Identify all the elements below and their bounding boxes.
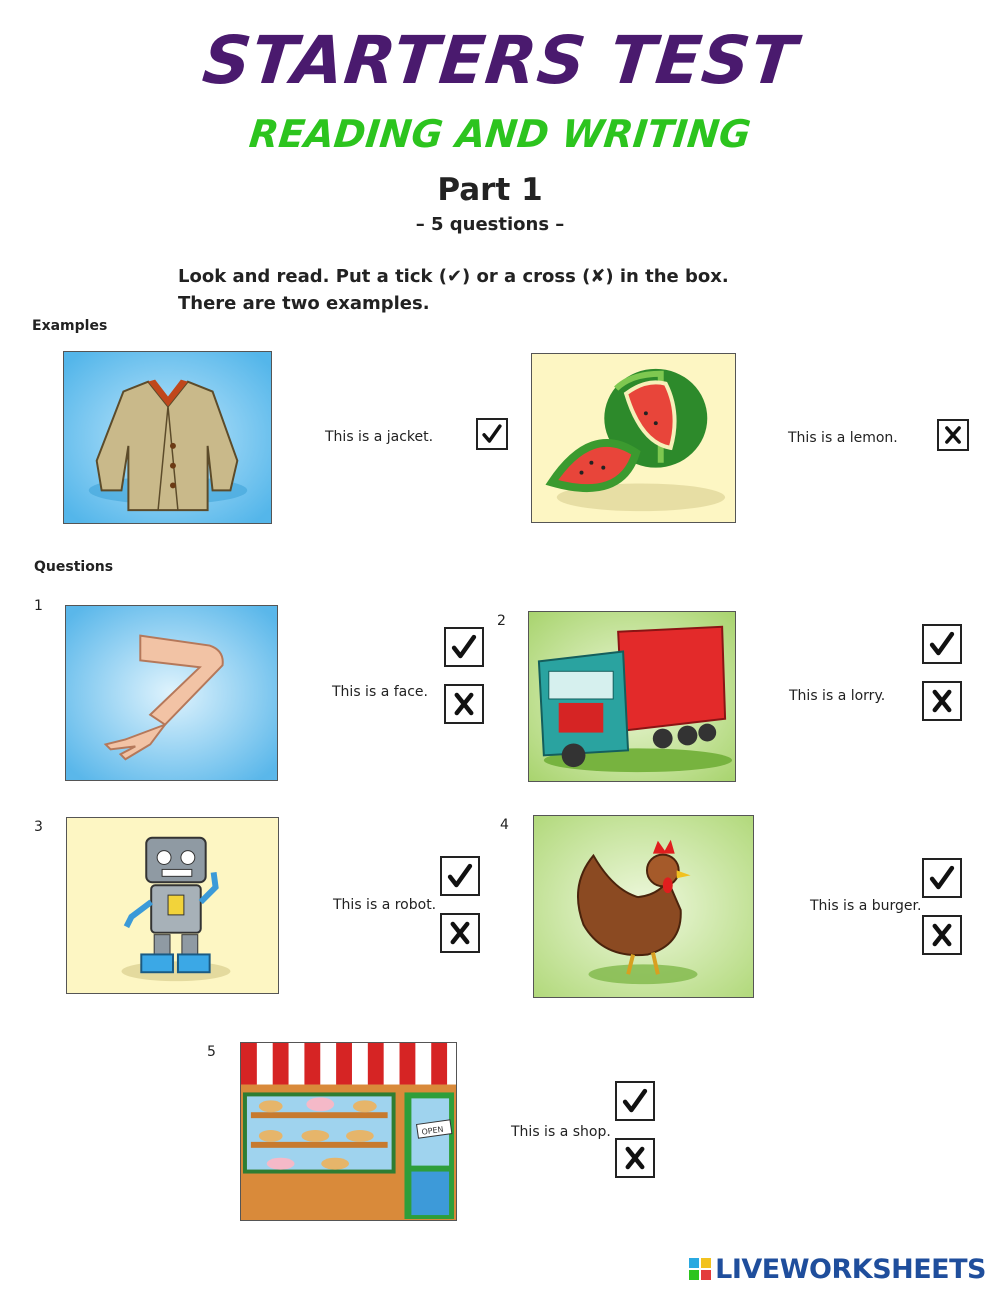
question-1-tick-box[interactable] bbox=[444, 627, 484, 667]
question-3-sentence: This is a robot. bbox=[333, 897, 437, 913]
question-2-tick-box[interactable] bbox=[922, 624, 962, 664]
example-2-cross-box[interactable] bbox=[937, 419, 969, 451]
lorry-picture bbox=[528, 611, 736, 782]
shop-sign-text: OPEN bbox=[421, 1124, 444, 1137]
questions-label: Questions bbox=[34, 559, 114, 575]
part-subtitle: – 5 questions – bbox=[415, 214, 565, 235]
instruction-line-1: Look and read. Put a tick (✔) or a cross (✘) in the box. bbox=[178, 266, 729, 287]
arm-picture bbox=[65, 605, 278, 781]
cross-icon bbox=[924, 683, 960, 719]
liveworksheets-logo bbox=[689, 1254, 986, 1284]
robot-picture bbox=[66, 817, 279, 994]
logo-mark-icon bbox=[689, 1258, 711, 1280]
brand-name: LIVEWORKSHEETS bbox=[715, 1253, 986, 1285]
cross-icon bbox=[617, 1140, 653, 1176]
tick-icon bbox=[617, 1083, 653, 1119]
example-2-sentence: This is a lemon. bbox=[788, 430, 898, 446]
question-5-number: 5 bbox=[207, 1044, 216, 1060]
question-4-cross-box[interactable] bbox=[922, 915, 962, 955]
tick-icon bbox=[478, 420, 506, 448]
tick-icon bbox=[446, 629, 482, 665]
examples-label: Examples bbox=[32, 318, 108, 334]
question-3-cross-box[interactable] bbox=[440, 913, 480, 953]
question-4-sentence: This is a burger. bbox=[810, 898, 922, 914]
question-2-number: 2 bbox=[497, 613, 506, 629]
shop-picture bbox=[240, 1042, 457, 1221]
question-5-tick-box[interactable] bbox=[615, 1081, 655, 1121]
question-3-tick-box[interactable] bbox=[440, 856, 480, 896]
instruction-line-2: There are two examples. bbox=[178, 293, 430, 314]
question-4-number: 4 bbox=[500, 817, 509, 833]
question-1-sentence: This is a face. bbox=[332, 684, 428, 700]
tick-icon bbox=[442, 858, 478, 894]
cross-icon bbox=[939, 421, 967, 449]
part-title: Part 1 bbox=[437, 172, 543, 208]
tick-icon bbox=[924, 626, 960, 662]
tick-icon bbox=[924, 860, 960, 896]
cross-icon bbox=[446, 686, 482, 722]
cross-icon bbox=[924, 917, 960, 953]
chicken-picture bbox=[533, 815, 754, 998]
question-2-sentence: This is a lorry. bbox=[789, 688, 886, 704]
question-5-cross-box[interactable] bbox=[615, 1138, 655, 1178]
question-1-cross-box[interactable] bbox=[444, 684, 484, 724]
question-1-number: 1 bbox=[34, 598, 43, 614]
question-3-number: 3 bbox=[34, 819, 43, 835]
sub-title: READING AND WRITING bbox=[247, 112, 753, 156]
question-5-sentence: This is a shop. bbox=[511, 1124, 611, 1140]
jacket-picture bbox=[63, 351, 272, 524]
watermelon-picture bbox=[531, 353, 736, 523]
question-2-cross-box[interactable] bbox=[922, 681, 962, 721]
cross-icon bbox=[442, 915, 478, 951]
question-4-tick-box[interactable] bbox=[922, 858, 962, 898]
example-1-sentence: This is a jacket. bbox=[325, 429, 434, 445]
example-1-tick-box[interactable] bbox=[476, 418, 508, 450]
main-title: STARTERS TEST bbox=[199, 22, 801, 99]
